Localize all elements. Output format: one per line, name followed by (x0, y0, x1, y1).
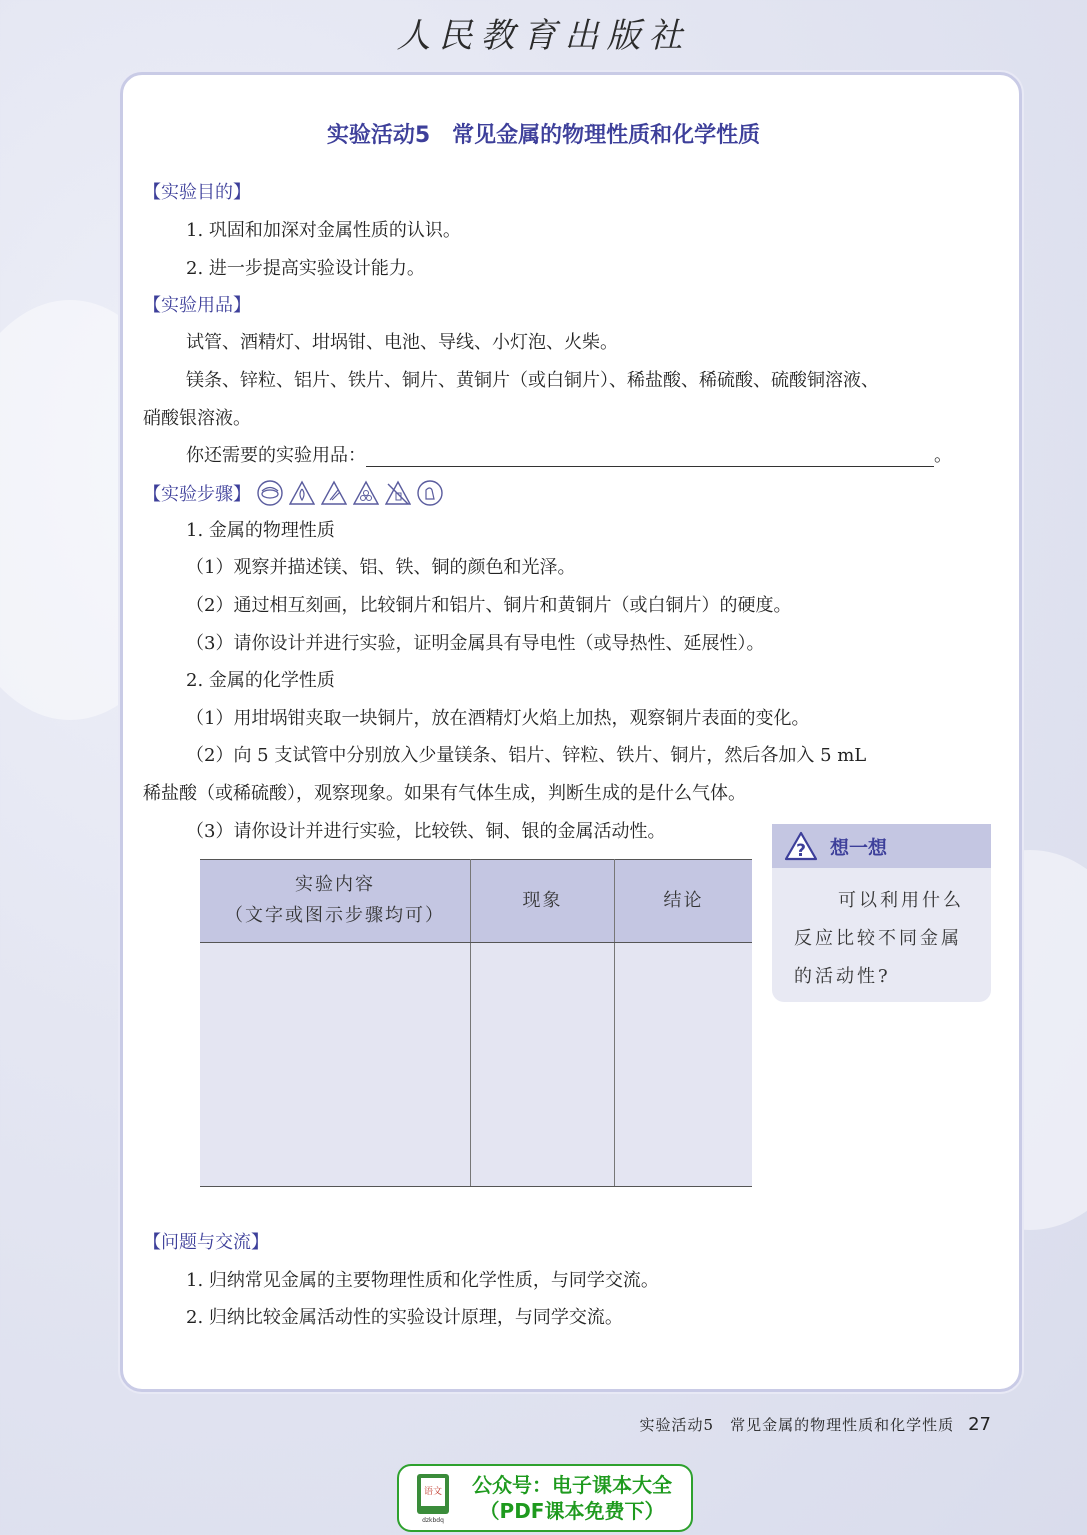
step-item-cont: 稀盐酸（或稀硫酸），观察现象。如果有气体生成，判断生成的是什么气体。 (143, 783, 746, 804)
materials-line: 硝酸银溶液。 (143, 408, 251, 429)
book-icon-label: 语文 (423, 1487, 443, 1497)
no-touch-icon (385, 480, 411, 506)
step-heading: 1. 金属的物理性质 (186, 520, 335, 541)
wash-hands-icon (417, 480, 443, 506)
discussion-item: 1. 归纳常见金属的主要物理性质和化学性质，与同学交流。 (186, 1270, 659, 1291)
think-box (772, 824, 991, 1002)
table-cell-conclusion[interactable] (615, 943, 753, 1187)
running-title: 实验活动5 常见金属的物理性质和化学性质 (639, 1416, 955, 1434)
think-box-body: 可以利用什么反应比较不同金属的活动性? (794, 890, 964, 987)
page-title: 实验活动5 常见金属的物理性质和化学性质 (326, 123, 761, 148)
section-heading-steps (143, 480, 443, 506)
watermark-line2: （PDF课本免费下） (479, 1499, 665, 1523)
svg-text:?: ? (796, 841, 806, 861)
corrosive-warning-icon (321, 480, 347, 506)
safety-icons (257, 480, 443, 506)
table-header-content-line2: （文字或图示步骤均可） (225, 905, 445, 926)
section-heading-purpose: 【实验目的】 (143, 182, 251, 203)
watermark-text (453, 1472, 691, 1524)
book-icon (413, 1472, 453, 1524)
step-item: （3）请你设计并进行实验，比较铁、铜、银的金属活动性。 (186, 821, 666, 842)
question-icon (784, 831, 818, 861)
goggles-icon (257, 480, 283, 506)
page-number: 27 (968, 1414, 991, 1435)
table-header-conclusion: 结论 (615, 860, 753, 943)
page-footer (640, 1414, 991, 1435)
think-box-title: 想一想 (830, 836, 888, 859)
step-item: （1）用坩埚钳夹取一块铜片，放在酒精灯火焰上加热，观察铜片表面的变化。 (186, 708, 810, 729)
steps-heading-label: 【实验步骤】 (143, 484, 251, 505)
section-heading-discussion: 【问题与交流】 (143, 1232, 269, 1253)
materials-line: 镁条、锌粒、铝片、铁片、铜片、黄铜片（或白铜片）、稀盐酸、稀硫酸、硫酸铜溶液、 (186, 370, 879, 391)
section-heading-materials: 【实验用品】 (143, 295, 251, 316)
step-item: （2）通过相互刻画，比较铜片和铝片、铜片和黄铜片（或白铜片）的硬度。 (186, 595, 792, 616)
table-header-phenomenon: 现象 (471, 860, 615, 943)
watermark-badge (397, 1464, 693, 1532)
step-item: （3）请你设计并进行实验，证明金属具有导电性（或导热性、延展性）。 (186, 633, 765, 654)
step-item: （1）观察并描述镁、铝、铁、铜的颜色和光泽。 (186, 557, 576, 578)
extra-materials-prompt (186, 441, 952, 467)
table-cell-phenomenon[interactable] (471, 943, 615, 1187)
extra-materials-blank[interactable] (366, 448, 934, 467)
table-cell-content[interactable] (200, 943, 471, 1187)
watermark-line1: 公众号：电子课本大全 (472, 1473, 672, 1497)
experiment-record-table (200, 859, 752, 1187)
table-header-content-line1: 实验内容 (295, 874, 375, 896)
book-icon-caption: dzkbdq (422, 1517, 444, 1524)
extra-materials-end: 。 (934, 445, 952, 466)
discussion-item: 2. 归纳比较金属活动性的实验设计原理，与同学交流。 (186, 1307, 623, 1328)
heat-warning-icon (353, 480, 379, 506)
step-heading: 2. 金属的化学性质 (186, 670, 335, 691)
extra-materials-label: 你还需要的实验用品： (186, 445, 366, 466)
flame-warning-icon (289, 480, 315, 506)
table-header-content (200, 860, 471, 943)
purpose-item: 2. 进一步提高实验设计能力。 (186, 258, 425, 279)
step-item: （2）向 5 支试管中分别放入少量镁条、铝片、锌粒、铁片、铜片，然后各加入 5 mL (186, 745, 867, 766)
purpose-item: 1. 巩固和加深对金属性质的认识。 (186, 220, 461, 241)
think-box-header (772, 824, 991, 868)
publisher-header: 人民教育出版社 (396, 16, 691, 56)
materials-line: 试管、酒精灯、坩埚钳、电池、导线、小灯泡、火柴。 (186, 332, 618, 353)
